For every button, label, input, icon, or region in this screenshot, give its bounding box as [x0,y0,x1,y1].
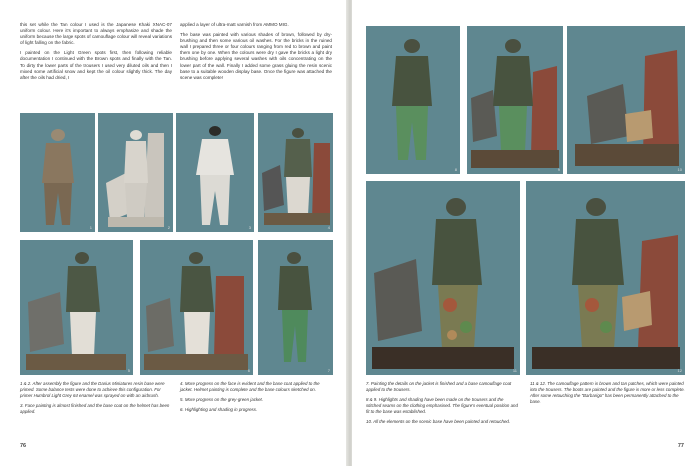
photo-number: 5 [127,368,130,373]
photo-image [20,113,95,232]
page-number: 77 [677,443,684,449]
photo-step-11 [366,181,520,375]
photo-step-7 [258,240,333,375]
photo-image [567,26,685,174]
photo-number: 2 [167,225,170,230]
photo-number: 10 [677,167,682,172]
caption: 3. Face painting is almost finished and the base coat on the helmet has been applied. [20,403,170,414]
photo-number: 4 [327,225,330,230]
photo-image [258,113,333,232]
photo-image [258,240,333,375]
photo-step-4 [258,113,333,232]
caption: 7. Painting the details on the jacket is finished and a base camouflage coat applied to the trousers. [366,381,512,392]
caption: 8 & 9. Highlights and shading have been made on the trousers and the stitched seams on the clothing emphasised. The figure's eventual position and fit to the base was established. [366,397,518,414]
caption: 6. Highlighting and shading in progress. [180,407,258,412]
photo-image [366,181,520,375]
captions-col1 [366,381,518,429]
photo-image [140,240,253,375]
photo-image [20,240,133,375]
photo-step-2 [98,113,173,232]
paragraph: The base was painted with various shades of brown, followed by dry-brushing and then some various oil washes. For the bricks in the ruined wall I prepared three or four colours ranging from red to brown and paint them one by one. When the colours were dry I gave the bricks a light dry brushing before applying several washes with oils concentrating on the lower part of the wall. Finally I added some grass gluing the resin scenic base to a suitable wooden display base. Once the figure was attached the scene was complete! [180,32,332,80]
photo-number: 6 [247,368,250,373]
paragraph: applied a layer of ultra-matt varnish from AMMO MIG. [180,22,289,27]
body-text-col1 [20,22,172,85]
caption: 10. All the elements on the scenic base have been painted and retouched. [366,419,511,424]
photo-number: 7 [327,368,330,373]
caption: 5. More progress on the grey-green jacket. [180,397,263,402]
photo-number: 8 [454,167,457,172]
photo-number: 3 [248,225,251,230]
photo-image [467,26,563,174]
photo-step-10 [567,26,685,174]
photo-number: 11 [512,368,517,373]
photo-image [176,113,254,232]
photo-step-1 [20,113,95,232]
captions-col1 [20,381,172,419]
photo-number: 1 [89,225,92,230]
caption: 1 & 2. After assembly the figure and the Darius Miniatures resin base were primed. Some balance tests were done to achieve this configuration. For primer Humbrol Light Grey 64 enamel was sprayed on with an airbrush. [20,381,165,398]
captions-col2 [530,381,685,409]
paragraph: this set while the Tan colour I used is the Japanese Khaki XNAC-07 uniform colour. Here it's important to always emphasize and shade the uniform because the large spots of camouflage colour will reveal variations of light falling on the fabric. [20,22,172,46]
photo-step-6 [140,240,253,375]
photo-step-12 [526,181,685,375]
photo-step-5 [20,240,133,375]
photo-number: 12 [677,368,682,373]
page-number: 76 [20,443,27,449]
photo-image [526,181,685,375]
caption: 11 & 12. The camouflage pattern is brown and tan patches, which were painted into the trousers. The boots are painted and the figure is more or less complete. After some retouching the "Barbarigo" has been permanently attached to the base. [530,381,685,404]
photo-image [366,26,460,174]
photo-step-3 [176,113,254,232]
left-page [0,0,348,466]
right-page [352,0,700,466]
captions-col2 [180,381,332,417]
photo-image [98,113,173,232]
caption: 4. More progress on the face is evident and the base coat applied to the jacket. Helmet painting is complete and the base colours sketched on. [180,381,320,392]
photo-step-9 [467,26,563,174]
photo-number: 9 [557,167,560,172]
body-text-col2 [180,22,332,85]
photo-step-8 [366,26,460,174]
paragraph: I painted on the Light Green spots first, then following reliable documentation I continued with the Brown spots and finally with the Tan. To dirty the lower parts of the trousers I used very diluted oils and then I mixed some artificial snow and kept the oil colour slightly thick. The day after the oils had dried, I [20,50,172,80]
